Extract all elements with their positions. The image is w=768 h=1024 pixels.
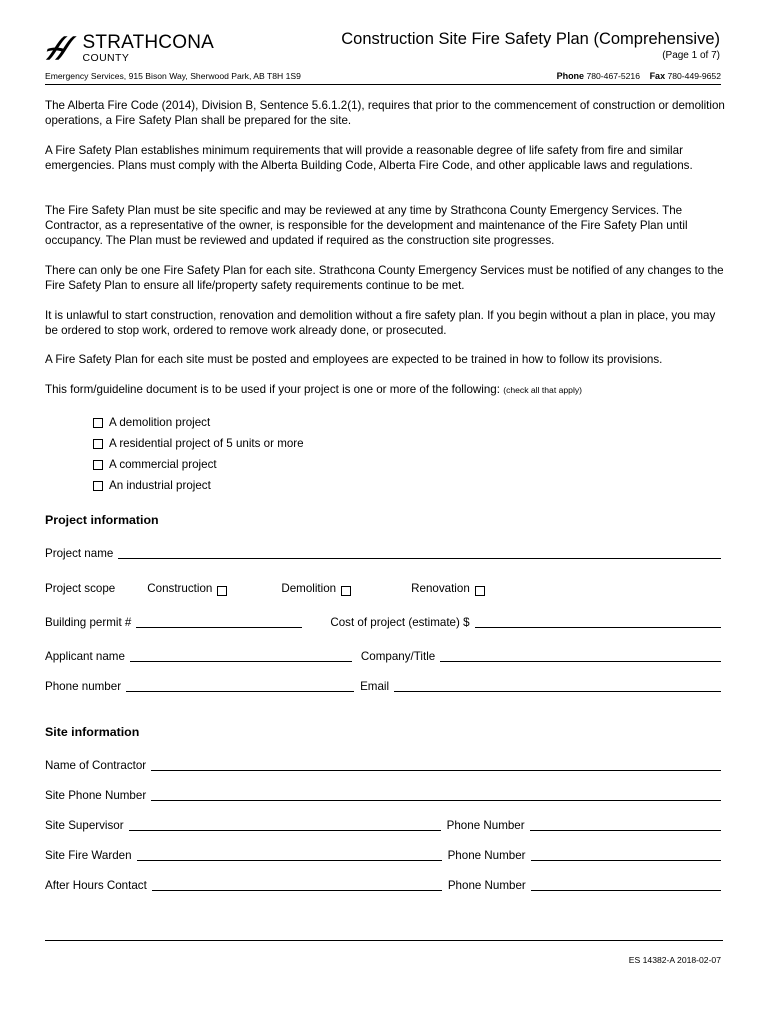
footer-divider bbox=[45, 940, 723, 941]
checkbox[interactable] bbox=[93, 418, 103, 428]
scope-renovation-label: Renovation bbox=[411, 582, 470, 595]
page-indicator: (Page 1 of 7) bbox=[662, 50, 720, 61]
project-scope-row bbox=[45, 578, 721, 596]
phone-email-row bbox=[45, 676, 721, 694]
after-hours-field[interactable] bbox=[152, 879, 442, 891]
contact-bar bbox=[45, 69, 721, 85]
phone-value: 780-467-5216 bbox=[586, 71, 640, 81]
warden-phone-field[interactable] bbox=[531, 849, 721, 861]
fire-warden-row bbox=[45, 845, 721, 863]
after-hours-phone-field[interactable] bbox=[531, 879, 721, 891]
project-type-item[interactable] bbox=[93, 454, 304, 475]
site-supervisor-row bbox=[45, 815, 721, 833]
fire-warden-label: Site Fire Warden bbox=[45, 849, 132, 862]
check-all-note: (check all that apply) bbox=[503, 385, 583, 395]
project-name-label: Project name bbox=[45, 547, 114, 560]
building-permit-label: Building permit # bbox=[45, 616, 132, 629]
intro-paragraph-1: The Alberta Fire Code (2014), Division B, Sentence 5.6.1.2(1), requires that prior to the commencement of construction or demolition operations, a Fire Safety Plan shall be prepared for the site. bbox=[45, 99, 725, 127]
scope-construction-label: Construction bbox=[147, 582, 213, 595]
company-title-field[interactable] bbox=[440, 650, 721, 662]
site-phone-row bbox=[45, 785, 721, 803]
supervisor-phone-field[interactable] bbox=[530, 819, 721, 831]
email-field[interactable] bbox=[394, 680, 721, 692]
company-title-label: Company/Title bbox=[360, 650, 436, 663]
intro-paragraph-4: There can only be one Fire Safety Plan for each site. Strathcona County Emergency Services must be notified of any changes to the Fire Safety Plan to ensure all life/property safety requirements continue to be met. bbox=[45, 264, 724, 292]
site-information-heading: Site information bbox=[45, 725, 140, 739]
strathcona-county-logo bbox=[44, 31, 214, 65]
project-type-checklist bbox=[93, 412, 304, 496]
logo-subtitle: COUNTY bbox=[82, 51, 130, 64]
after-hours-row bbox=[45, 875, 721, 893]
supervisor-phone-label: Phone Number bbox=[446, 819, 525, 832]
intro-paragraph-3: The Fire Safety Plan must be site specific and may be reviewed at any time by Strathcona County Emergency Services. The Contractor, as a representative of the owner, is responsible for the development and maintenance of the Fire Safety Plan until occupancy. The Plan must be reviewed and updated if required as the construction site progresses. bbox=[45, 204, 688, 247]
site-phone-field[interactable] bbox=[151, 789, 721, 801]
project-type-item[interactable] bbox=[93, 433, 304, 454]
applicant-name-field[interactable] bbox=[130, 650, 352, 662]
intro-paragraph-7 bbox=[45, 382, 725, 398]
checkbox[interactable] bbox=[93, 481, 103, 491]
warden-phone-label: Phone Number bbox=[447, 849, 526, 862]
project-scope-label: Project scope bbox=[45, 582, 116, 595]
contractor-label: Name of Contractor bbox=[45, 759, 147, 772]
email-label: Email bbox=[360, 680, 390, 693]
project-name-row bbox=[45, 543, 721, 561]
site-supervisor-label: Site Supervisor bbox=[45, 819, 124, 832]
project-type-item[interactable] bbox=[93, 475, 304, 496]
cost-label: Cost of project (estimate) $ bbox=[330, 616, 470, 629]
building-permit-field[interactable] bbox=[136, 616, 302, 628]
permit-cost-row bbox=[45, 612, 721, 630]
fax-label: Fax bbox=[649, 71, 666, 81]
fax-value: 780-449-9652 bbox=[667, 71, 721, 81]
scope-renovation-checkbox[interactable] bbox=[475, 586, 485, 596]
address: Emergency Services, 915 Bison Way, Sherwood Park, AB T8H 1S9 bbox=[45, 71, 301, 81]
applicant-company-row bbox=[45, 646, 721, 664]
intro-paragraph-5: It is unlawful to start construction, renovation and demolition without a fire safety plan. If you begin without a plan in place, you may be ordered to stop work, ordered to remove work already done, or prosecuted. bbox=[45, 309, 716, 337]
project-type-label: An industrial project bbox=[109, 479, 211, 492]
phone-label: Phone bbox=[556, 71, 585, 81]
after-hours-phone-label: Phone Number bbox=[447, 879, 526, 892]
after-hours-label: After Hours Contact bbox=[45, 879, 147, 892]
strathcona-swoosh-icon bbox=[44, 31, 79, 65]
project-type-label: A demolition project bbox=[109, 416, 211, 429]
phone-number-label: Phone number bbox=[45, 680, 122, 693]
site-supervisor-field[interactable] bbox=[129, 819, 441, 831]
checkbox[interactable] bbox=[93, 460, 103, 470]
intro-paragraph-6: A Fire Safety Plan for each site must be posted and employees are expected to be trained in how to follow its provisions. bbox=[45, 353, 663, 366]
checkbox[interactable] bbox=[93, 439, 103, 449]
project-name-field[interactable] bbox=[118, 547, 721, 559]
applicability-text: This form/guideline document is to be used if your project is one or more of the following: bbox=[45, 383, 500, 396]
scope-demolition-label: Demolition bbox=[281, 582, 337, 595]
phone-number-field[interactable] bbox=[126, 680, 354, 692]
project-information-heading: Project information bbox=[45, 513, 159, 527]
applicant-name-label: Applicant name bbox=[45, 650, 125, 663]
cost-field[interactable] bbox=[475, 616, 721, 628]
site-phone-label: Site Phone Number bbox=[45, 789, 147, 802]
form-code: ES 14382-A 2018-02-07 bbox=[628, 955, 721, 965]
contractor-row bbox=[45, 755, 721, 773]
project-type-label: A residential project of 5 units or more bbox=[109, 437, 304, 450]
document-title: Construction Site Fire Safety Plan (Comprehensive) bbox=[341, 30, 720, 48]
logo-name: STRATHCONA bbox=[82, 31, 214, 53]
contact-numbers bbox=[557, 71, 721, 81]
project-type-label: A commercial project bbox=[109, 458, 217, 471]
scope-demolition-checkbox[interactable] bbox=[341, 586, 351, 596]
contractor-field[interactable] bbox=[151, 759, 721, 771]
project-type-item[interactable] bbox=[93, 412, 304, 433]
scope-construction-checkbox[interactable] bbox=[217, 586, 227, 596]
intro-paragraph-2: A Fire Safety Plan establishes minimum requirements that will provide a reasonable degree of life safety from fire and similar emergencies. Plans must comply with the Alberta Building Code, Alberta Fire Code, and other applicable laws and regulations. bbox=[45, 144, 693, 172]
fire-warden-field[interactable] bbox=[137, 849, 442, 861]
